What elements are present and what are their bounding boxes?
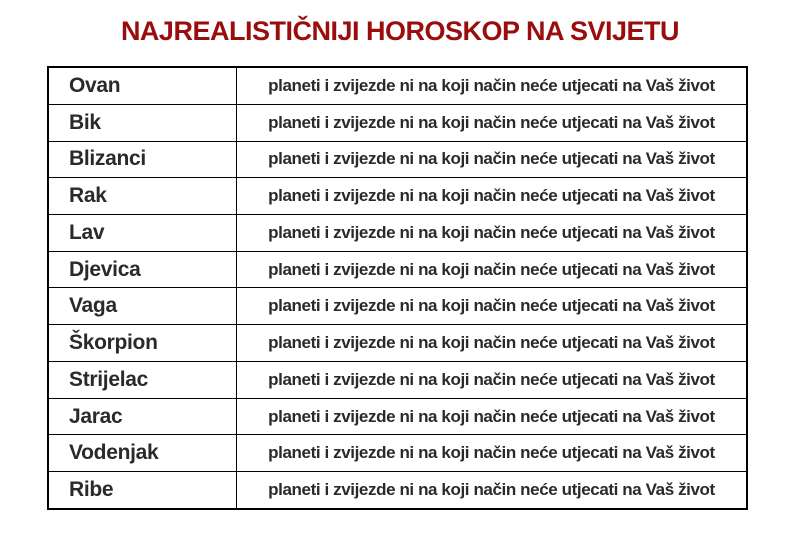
zodiac-sign-cell: Djevica bbox=[48, 251, 237, 288]
table-row bbox=[48, 67, 747, 104]
table-row bbox=[48, 435, 747, 472]
zodiac-sign-cell: Škorpion bbox=[48, 325, 237, 362]
horoscope-table-body bbox=[48, 67, 747, 509]
zodiac-sign-cell: Vaga bbox=[48, 288, 237, 325]
page-title: NAJREALISTIČNIJI HOROSKOP NA SVIJETU bbox=[120, 16, 680, 46]
table-row bbox=[48, 288, 747, 325]
prediction-cell: planeti i zvijezde ni na koji način neće utjecati na Vaš život bbox=[237, 361, 748, 398]
zodiac-sign-cell: Lav bbox=[48, 215, 237, 252]
table-row bbox=[48, 104, 747, 141]
zodiac-sign-cell: Ovan bbox=[48, 67, 237, 104]
table-row bbox=[48, 141, 747, 178]
table-row bbox=[48, 178, 747, 215]
table-row bbox=[48, 361, 747, 398]
prediction-cell: planeti i zvijezde ni na koji način neće utjecati na Vaš život bbox=[237, 104, 748, 141]
zodiac-sign-cell: Strijelac bbox=[48, 361, 237, 398]
prediction-cell: planeti i zvijezde ni na koji način neće utjecati na Vaš život bbox=[237, 288, 748, 325]
prediction-cell: planeti i zvijezde ni na koji način neće utjecati na Vaš život bbox=[237, 435, 748, 472]
zodiac-sign-cell: Ribe bbox=[48, 472, 237, 509]
prediction-cell: planeti i zvijezde ni na koji način neće utjecati na Vaš život bbox=[237, 325, 748, 362]
prediction-cell: planeti i zvijezde ni na koji način neće utjecati na Vaš život bbox=[237, 67, 748, 104]
prediction-cell: planeti i zvijezde ni na koji način neće utjecati na Vaš život bbox=[237, 178, 748, 215]
horoscope-table bbox=[47, 66, 748, 510]
table-row bbox=[48, 251, 747, 288]
prediction-cell: planeti i zvijezde ni na koji način neće utjecati na Vaš život bbox=[237, 398, 748, 435]
zodiac-sign-cell: Vodenjak bbox=[48, 435, 237, 472]
table-row bbox=[48, 472, 747, 509]
zodiac-sign-cell: Bik bbox=[48, 104, 237, 141]
prediction-cell: planeti i zvijezde ni na koji način neće utjecati na Vaš život bbox=[237, 251, 748, 288]
prediction-cell: planeti i zvijezde ni na koji način neće utjecati na Vaš život bbox=[237, 141, 748, 178]
table-row bbox=[48, 215, 747, 252]
prediction-cell: planeti i zvijezde ni na koji način neće utjecati na Vaš život bbox=[237, 215, 748, 252]
zodiac-sign-cell: Rak bbox=[48, 178, 237, 215]
table-row bbox=[48, 398, 747, 435]
prediction-cell: planeti i zvijezde ni na koji način neće utjecati na Vaš život bbox=[237, 472, 748, 509]
table-row bbox=[48, 325, 747, 362]
zodiac-sign-cell: Blizanci bbox=[48, 141, 237, 178]
zodiac-sign-cell: Jarac bbox=[48, 398, 237, 435]
